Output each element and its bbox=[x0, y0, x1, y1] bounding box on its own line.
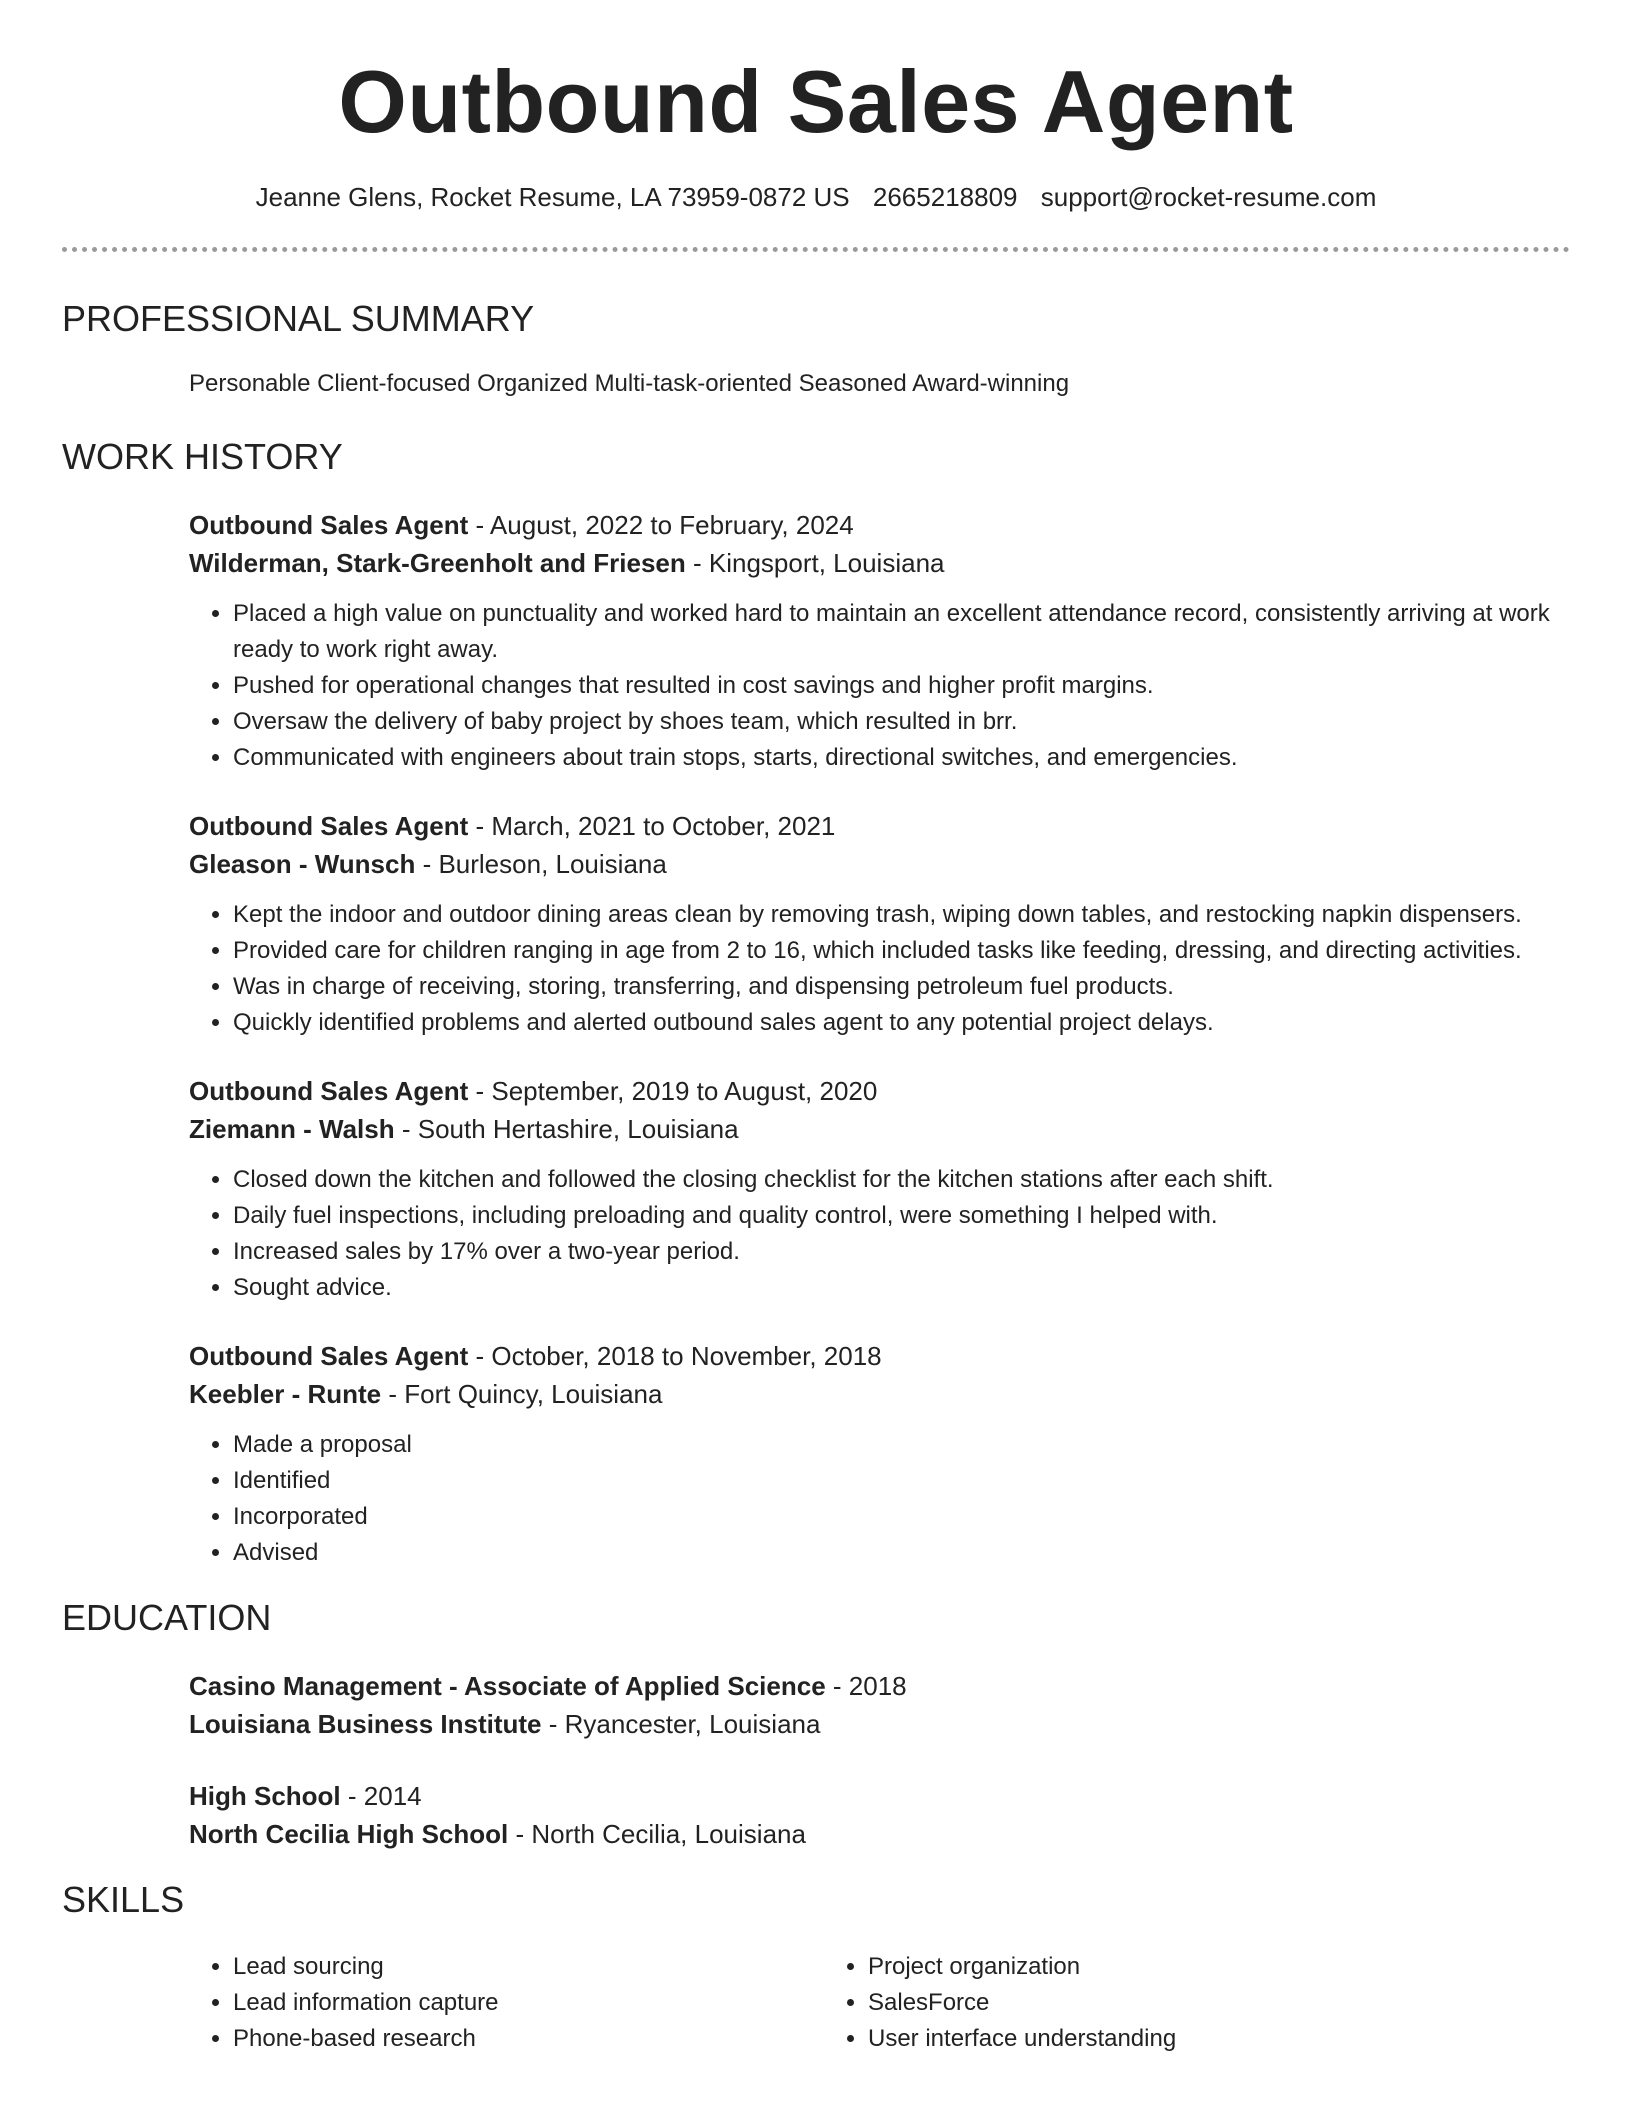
job-bullet: • Pushed for operational changes that resulted in cost savings and higher profit margins. bbox=[233, 668, 1570, 704]
job-bullet: • Provided care for children ranging in age from 2 to 16, which included tasks like feeding, dressing, and directing activities. bbox=[233, 933, 1570, 969]
job-dates: - March, 2021 to October, 2021 bbox=[468, 811, 836, 841]
education-degree-line bbox=[189, 1777, 1570, 1815]
job-bullet: • Communicated with engineers about train stops, starts, directional switches, and emergencies. bbox=[233, 740, 1570, 776]
summary-text: Personable Client-focused Organized Multi-task-oriented Seasoned Award-winning bbox=[189, 370, 1070, 397]
job-bullet: • Incorporated bbox=[233, 1499, 1570, 1535]
job-location: - Fort Quincy, Louisiana bbox=[381, 1379, 663, 1409]
skill-item: • User interface understanding bbox=[868, 2021, 1176, 2057]
education-school: Louisiana Business Institute bbox=[189, 1709, 542, 1739]
contact-line bbox=[62, 182, 1570, 213]
job-entry bbox=[189, 807, 1570, 1041]
skills-list bbox=[189, 1949, 1570, 2057]
education-location: - North Cecilia, Louisiana bbox=[508, 1819, 806, 1849]
job-bullet: • Sought advice. bbox=[233, 1270, 1570, 1306]
education-school-line bbox=[189, 1705, 1570, 1743]
section-title-skills: SKILLS bbox=[62, 1879, 185, 1920]
job-position: Outbound Sales Agent bbox=[189, 510, 469, 540]
job-bullets bbox=[189, 1427, 1570, 1571]
education-entry bbox=[189, 1777, 1570, 1853]
skill-item: • Lead sourcing bbox=[233, 1949, 824, 1985]
header-divider bbox=[62, 247, 1570, 252]
contact-email: support@rocket-resume.com bbox=[1040, 182, 1377, 212]
job-bullet: • Increased sales by 17% over a two-year period. bbox=[233, 1234, 1570, 1270]
education-year: - 2018 bbox=[825, 1671, 907, 1701]
job-position: Outbound Sales Agent bbox=[189, 1341, 469, 1371]
contact-phone: 2665218809 bbox=[872, 182, 1018, 212]
job-bullet: • Identified bbox=[233, 1463, 1570, 1499]
resume-title: Outbound Sales Agent bbox=[338, 52, 1294, 151]
job-bullet: • Made a proposal bbox=[233, 1427, 1570, 1463]
job-company-line bbox=[189, 1110, 1570, 1148]
job-dates: - August, 2022 to February, 2024 bbox=[468, 510, 854, 540]
job-bullet: • Closed down the kitchen and followed the closing checklist for the kitchen stations after each shift. bbox=[233, 1162, 1570, 1198]
job-bullets bbox=[189, 596, 1570, 776]
job-company: Ziemann - Walsh bbox=[189, 1114, 395, 1144]
job-bullet: • Oversaw the delivery of baby project by shoes team, which resulted in brr. bbox=[233, 704, 1570, 740]
job-bullet: • Quickly identified problems and alerted outbound sales agent to any potential project delays. bbox=[233, 1005, 1570, 1041]
job-title-line bbox=[189, 1072, 1570, 1110]
job-company-line bbox=[189, 544, 1570, 582]
job-title-line bbox=[189, 506, 1570, 544]
job-dates: - September, 2019 to August, 2020 bbox=[468, 1076, 878, 1106]
job-bullet: • Kept the indoor and outdoor dining areas clean by removing trash, wiping down tables, and restocking napkin dispensers. bbox=[233, 897, 1570, 933]
job-title-line bbox=[189, 807, 1570, 845]
job-location: - South Hertashire, Louisiana bbox=[394, 1114, 739, 1144]
job-location: - Burleson, Louisiana bbox=[415, 849, 667, 879]
job-bullet: • Was in charge of receiving, storing, transferring, and dispensing petroleum fuel products. bbox=[233, 969, 1570, 1005]
job-bullets bbox=[189, 897, 1570, 1041]
job-company-line bbox=[189, 845, 1570, 883]
job-entry bbox=[189, 506, 1570, 776]
section-title-education: EDUCATION bbox=[62, 1597, 272, 1638]
education-entry bbox=[189, 1667, 1570, 1743]
job-company-line bbox=[189, 1375, 1570, 1413]
job-bullet: • Advised bbox=[233, 1535, 1570, 1571]
job-company: Gleason - Wunsch bbox=[189, 849, 416, 879]
job-bullet: • Daily fuel inspections, including preloading and quality control, were something I helped with. bbox=[233, 1198, 1570, 1234]
section-title-summary: PROFESSIONAL SUMMARY bbox=[62, 298, 535, 339]
job-company: Keebler - Runte bbox=[189, 1379, 382, 1409]
section-title-work-history: WORK HISTORY bbox=[62, 436, 343, 477]
education-degree: High School bbox=[189, 1781, 341, 1811]
job-position: Outbound Sales Agent bbox=[189, 811, 469, 841]
job-position: Outbound Sales Agent bbox=[189, 1076, 469, 1106]
skills-column-left bbox=[189, 1949, 824, 2057]
education-school: North Cecilia High School bbox=[189, 1819, 509, 1849]
education-location: - Ryancester, Louisiana bbox=[541, 1709, 821, 1739]
job-entry bbox=[189, 1072, 1570, 1306]
job-dates: - October, 2018 to November, 2018 bbox=[468, 1341, 882, 1371]
job-entry bbox=[189, 1337, 1570, 1571]
job-bullets bbox=[189, 1162, 1570, 1306]
skill-item: • Project organization bbox=[868, 1949, 1176, 1985]
skill-item: • Lead information capture bbox=[233, 1985, 824, 2021]
job-title-line bbox=[189, 1337, 1570, 1375]
education-year: - 2014 bbox=[340, 1781, 422, 1811]
skills-column-right bbox=[824, 1949, 1176, 2057]
skill-item: • Phone-based research bbox=[233, 2021, 824, 2057]
education-degree: Casino Management - Associate of Applied Science bbox=[189, 1671, 826, 1701]
education-degree-line bbox=[189, 1667, 1570, 1705]
skill-item: • SalesForce bbox=[868, 1985, 1176, 2021]
job-bullet: • Placed a high value on punctuality and worked hard to maintain an excellent attendance record, consistently arriving at work ready to work right away. bbox=[233, 596, 1570, 668]
job-location: - Kingsport, Louisiana bbox=[685, 548, 945, 578]
contact-address: Jeanne Glens, Rocket Resume, LA 73959-0872 US bbox=[255, 182, 850, 212]
job-company: Wilderman, Stark-Greenholt and Friesen bbox=[189, 548, 686, 578]
education-school-line bbox=[189, 1815, 1570, 1853]
